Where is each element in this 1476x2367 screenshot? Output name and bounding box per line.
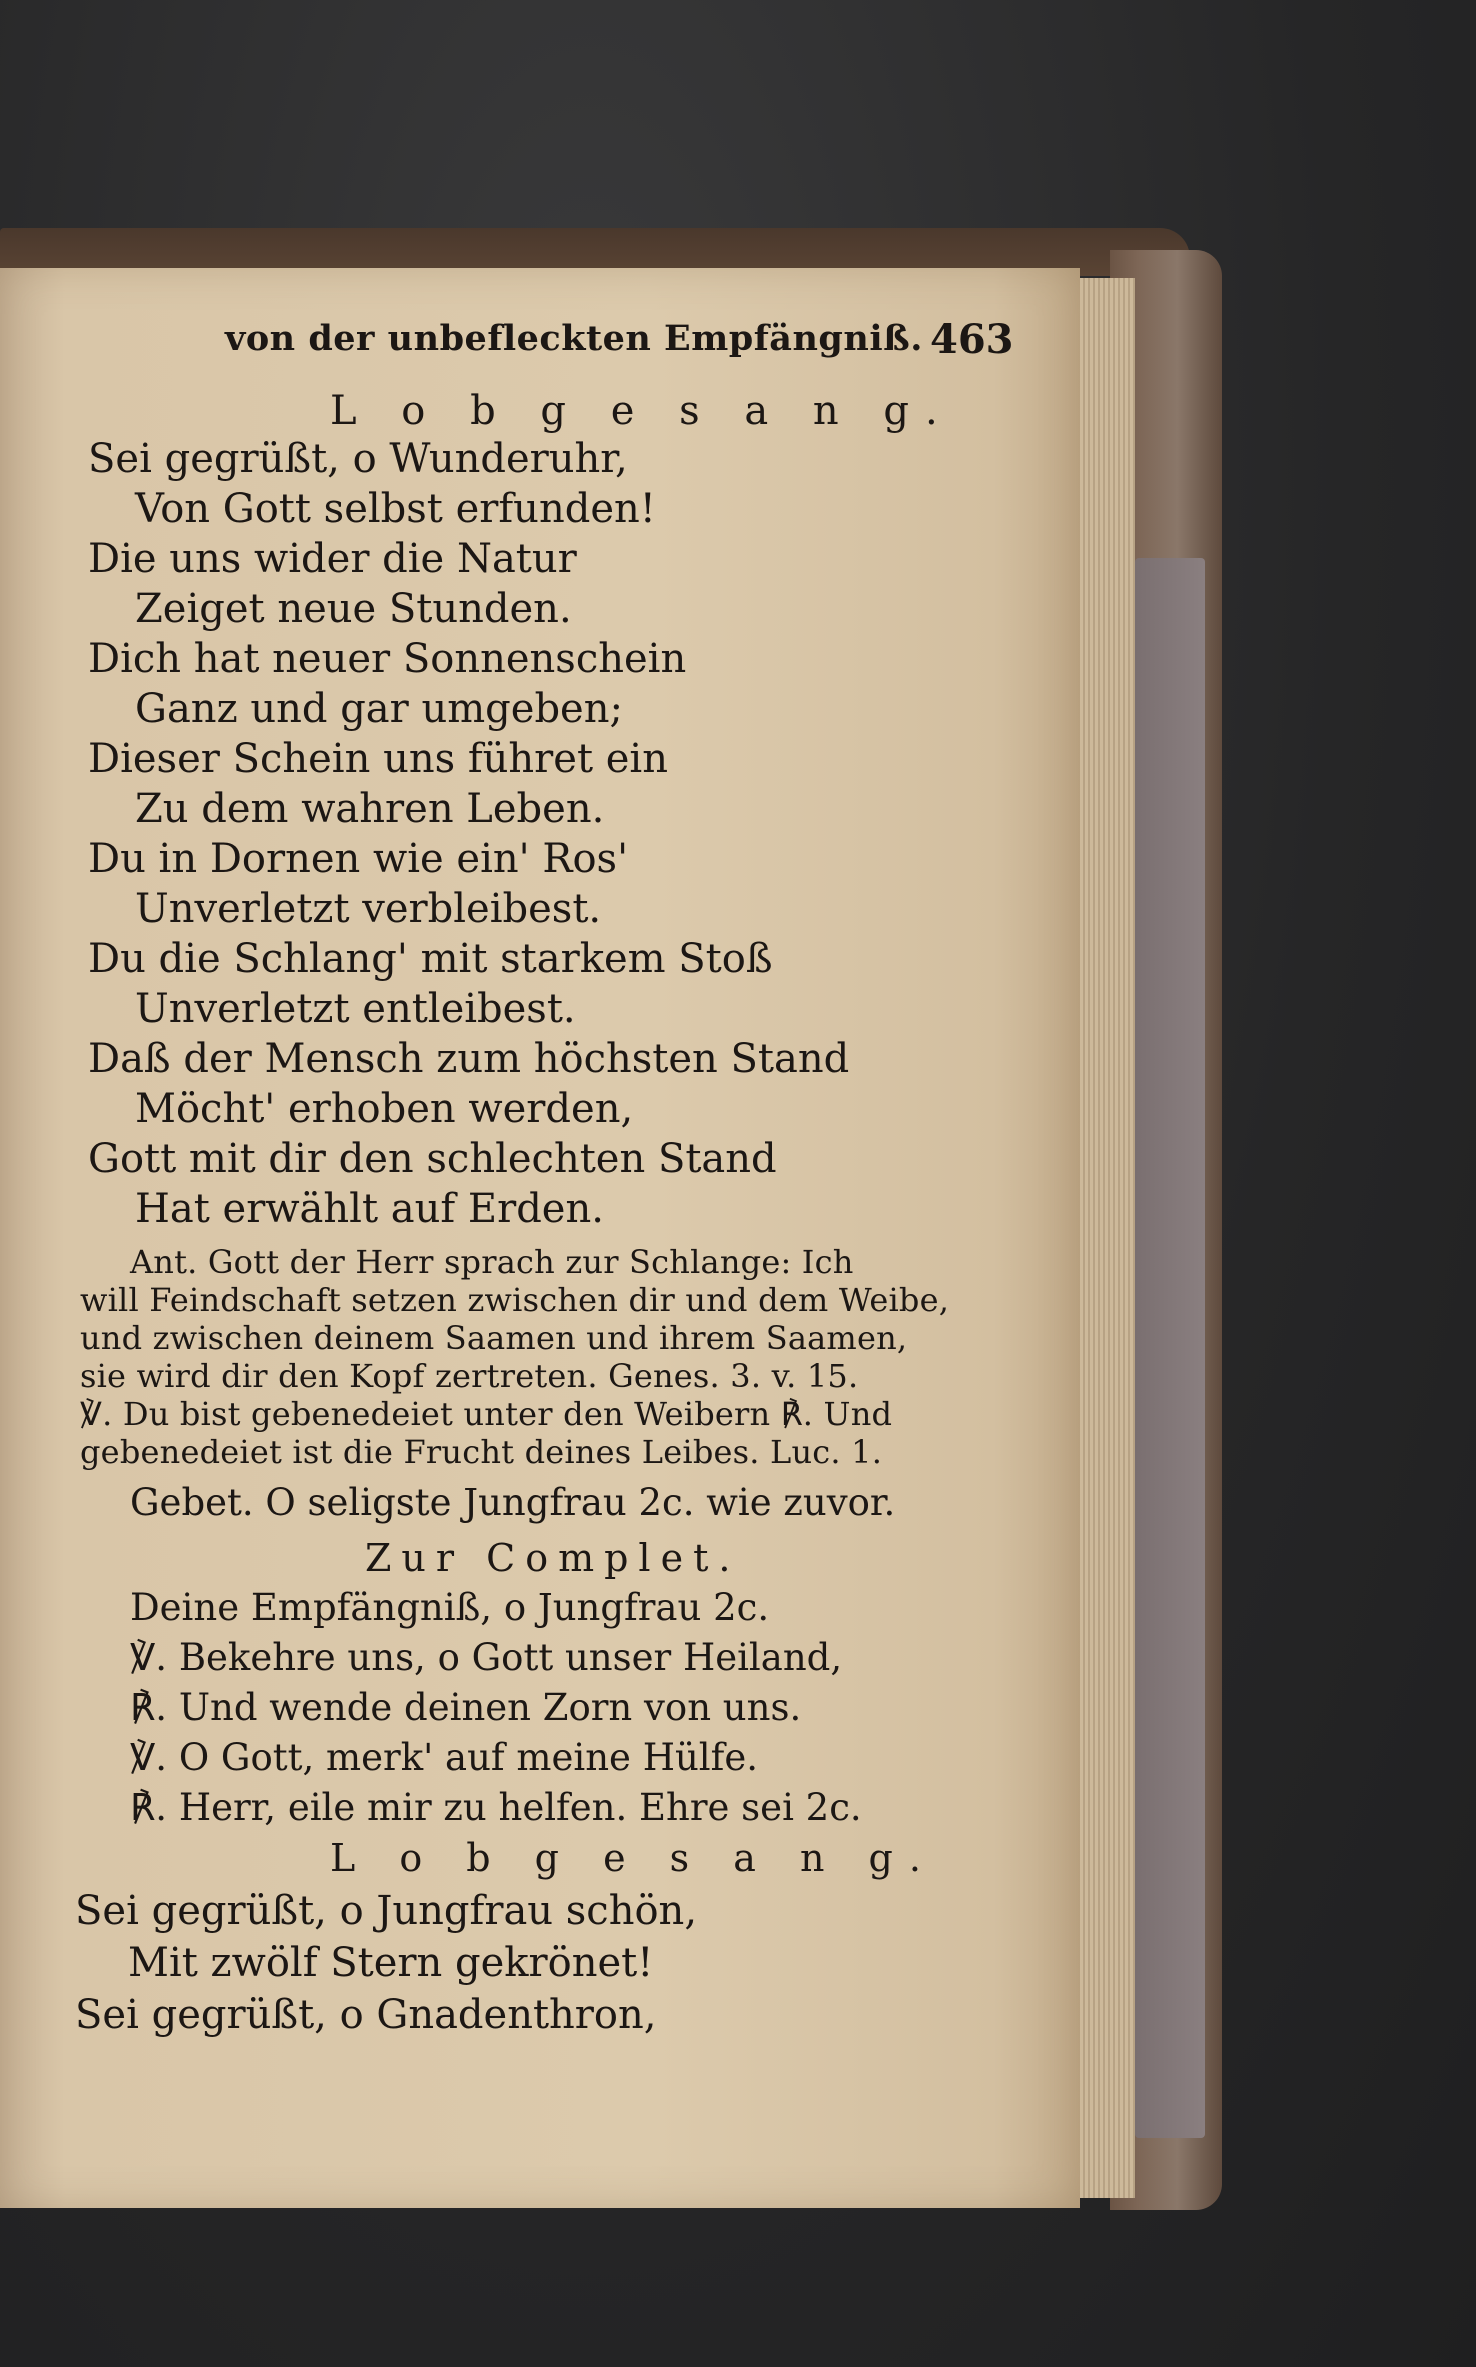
prayer-line: Gebet. O seligste Jungfrau 2c. wie zuvor. (130, 1481, 896, 1524)
antiphon-line: sie wird dir den Kopf zertreten. Genes. 3. v. 15. (80, 1357, 859, 1395)
page-number: 463 (930, 316, 1014, 363)
verse-line: Zu dem wahren Leben. (135, 786, 605, 832)
complet-line: ℣. Bekehre uns, o Gott unser Heiland, (130, 1636, 843, 1679)
verse-line: Zeiget neue Stunden. (135, 586, 572, 632)
book-cover-cloth (1135, 558, 1205, 2138)
antiphon-line: und zwischen deinem Saamen und ihrem Saamen, (80, 1319, 908, 1357)
antiphon-line: gebenedeiet ist die Frucht deines Leibes. Luc. 1. (80, 1433, 883, 1471)
verse-line: Unverletzt verbleibest. (135, 886, 602, 932)
verse-line: Unverletzt entleibest. (135, 986, 576, 1032)
verse-line: Von Gott selbst erfunden! (135, 486, 656, 532)
book (0, 228, 1222, 2208)
verse-line: Du die Schlang' mit starkem Stoß (88, 936, 773, 982)
section-title-lobgesang: L o b g e s a n g. (330, 388, 954, 434)
verse-line: Sei gegrüßt, o Jungfrau schön, (75, 1888, 698, 1934)
verse-line: Dieser Schein uns führet ein (88, 736, 668, 782)
verse-line: Sei gegrüßt, o Gnadenthron, (75, 1992, 657, 2038)
book-page (0, 268, 1080, 2208)
verse-line: Daß der Mensch zum höchsten Stand (88, 1036, 850, 1082)
complet-line: Deine Empfängniß, o Jungfrau 2c. (130, 1586, 770, 1629)
verse-line: Ganz und gar umgeben; (135, 686, 623, 732)
verse-line: Gott mit dir den schlechten Stand (88, 1136, 777, 1182)
complet-line: ℟. Herr, eile mir zu helfen. Ehre sei 2c. (130, 1786, 862, 1829)
verse-line: Die uns wider die Natur (88, 536, 577, 582)
verse-line: Hat erwählt auf Erden. (135, 1186, 604, 1232)
complet-line: ℣. O Gott, merk' auf meine Hülfe. (130, 1736, 758, 1779)
verse-line: Du in Dornen wie ein' Ros' (88, 836, 629, 882)
verse-line: Sei gegrüßt, o Wunderuhr, (88, 436, 628, 482)
verse-line: Mit zwölf Stern gekrönet! (128, 1940, 654, 1986)
running-title: von der unbefleckten Empfängniß. (225, 318, 923, 359)
verse-line: Dich hat neuer Sonnenschein (88, 636, 687, 682)
antiphon-line: will Feindschaft setzen zwischen dir und dem Weibe, (80, 1281, 950, 1319)
antiphon-line: ℣. Du bist gebenedeiet unter den Weibern ℟. Und (80, 1395, 893, 1433)
verse-line: Möcht' erhoben werden, (135, 1086, 634, 1132)
section-title-complet: Zur Complet. (365, 1536, 741, 1580)
antiphon-line: Ant. Gott der Herr sprach zur Schlange: Ich (130, 1243, 854, 1281)
section-title-lobgesang-2: L o b g e s a n g. (330, 1836, 937, 1880)
complet-line: ℟. Und wende deinen Zorn von uns. (130, 1686, 802, 1729)
